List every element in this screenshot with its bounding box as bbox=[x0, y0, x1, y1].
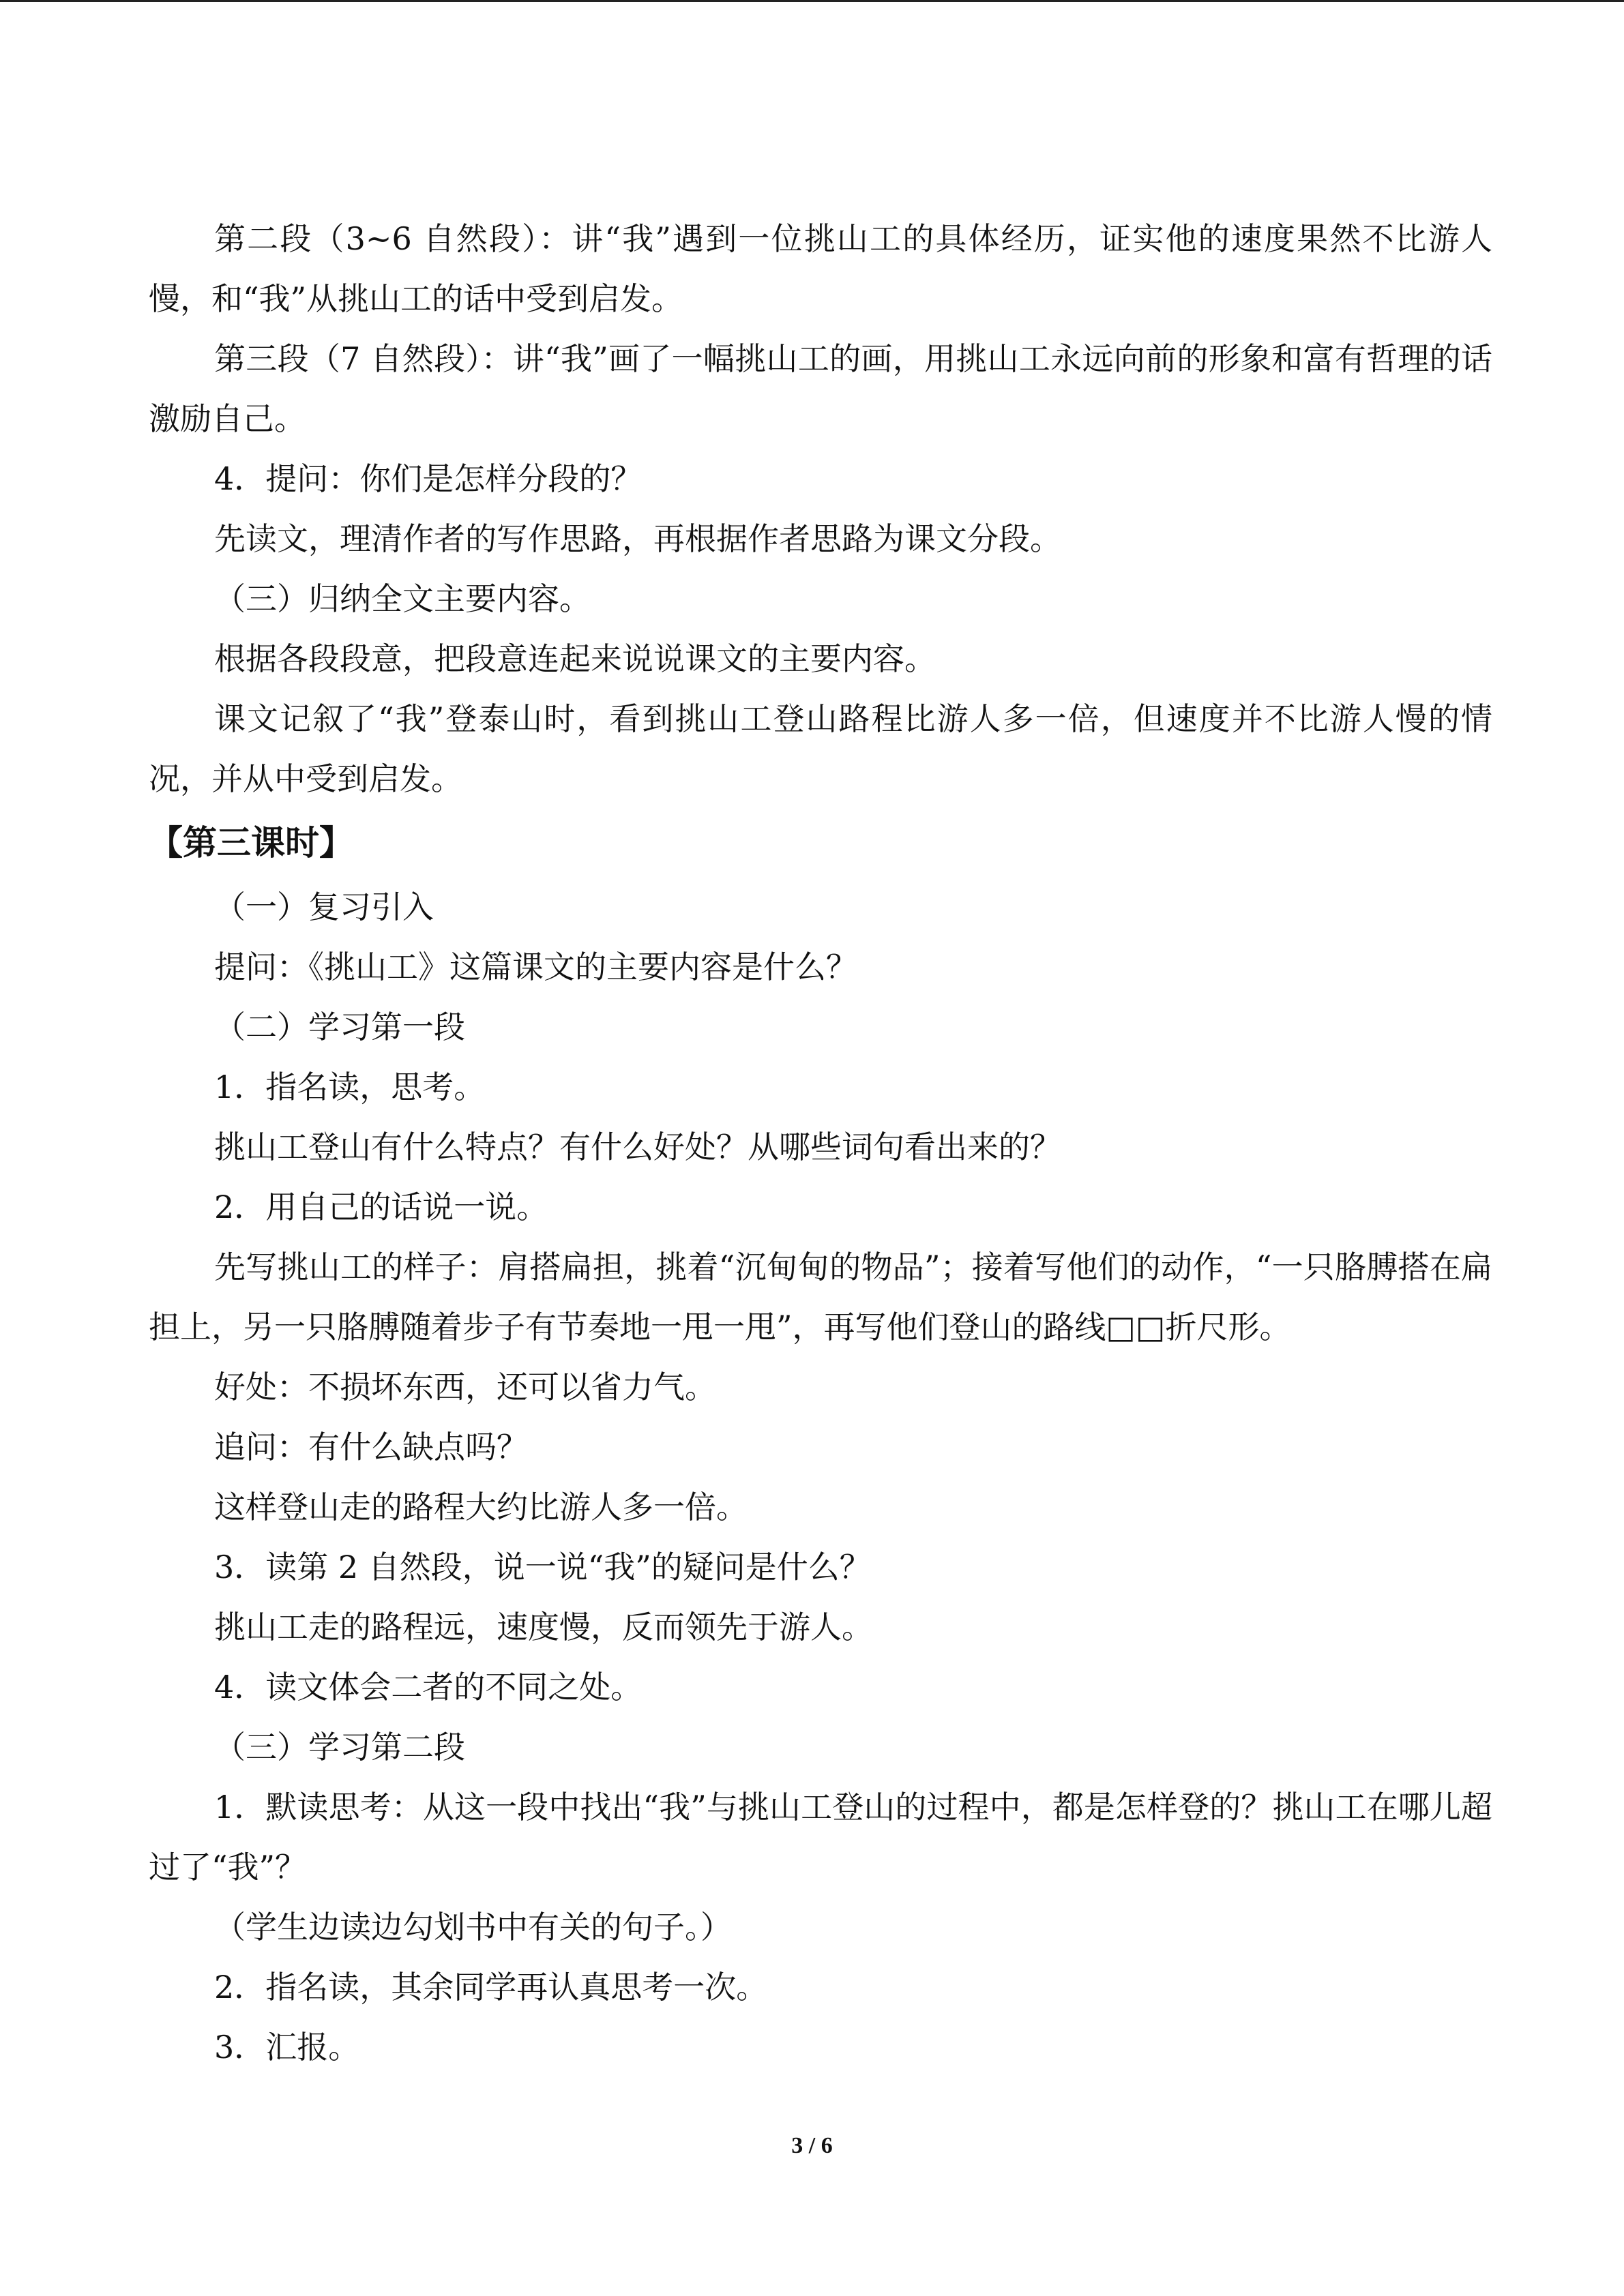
paragraph-porter-description: 先写挑山工的样子：肩搭扁担，挑着“沉甸甸的物品”；接着写他们的动作，“一只胳膊搭在扁担上，另一只胳膊随着步子有节奏地一甩一甩”，再写他们登山的路线□□折尺形。 bbox=[149, 1249, 1492, 1345]
paragraph-study-part-two: （三）学习第二段 bbox=[214, 1729, 465, 1765]
paragraph-review-intro: （一）复习引入 bbox=[214, 889, 434, 925]
paragraph-distance: 这样登山走的路程大约比游人多一倍。 bbox=[214, 1489, 748, 1525]
page-number: 3 / 6 bbox=[791, 2133, 833, 2158]
paragraph-main-content: 课文记叙了“我”登泰山时，看到挑山工登山路程比游人多一倍，但速度并不比游人慢的情况，并从中受到启发。 bbox=[149, 700, 1492, 797]
paragraph-read-first: 先读文，理清作者的写作思路，再根据作者思路为课文分段。 bbox=[214, 520, 1061, 557]
paragraph-silent-reading: 1．默读思考：从这一段中找出“我”与挑山工登山的过程中，都是怎样登的？挑山工在哪儿超过了“我”？ bbox=[149, 1789, 1492, 1885]
paragraph-study-part-one: （二）学习第一段 bbox=[214, 1009, 465, 1045]
paragraph-question-main: 提问：《挑山工》这篇课文的主要内容是什么？ bbox=[214, 949, 857, 985]
paragraph-item-1: 1．指名读，思考。 bbox=[214, 1069, 486, 1105]
paragraph-benefit: 好处：不损坏东西，还可以省力气。 bbox=[214, 1369, 716, 1405]
paragraph-section-three-summary: 第三段（7 自然段）：讲“我”画了一幅挑山工的画，用挑山工永远向前的形象和富有哲理的话激励自己。 bbox=[149, 340, 1492, 437]
paragraph-connect-meanings: 根据各段段意，把段意连起来说说课文的主要内容。 bbox=[214, 640, 936, 677]
paragraph-item-2b: 2．指名读，其余同学再认真思考一次。 bbox=[214, 1969, 768, 2006]
document-body bbox=[149, 209, 1492, 2077]
paragraph-students-mark: （学生边读边勾划书中有关的句子。） bbox=[214, 1909, 732, 1945]
paragraph-porter-ahead: 挑山工走的路程远，速度慢，反而领先于游人。 bbox=[214, 1609, 873, 1645]
paragraph-section-two-summary: 第二段（3~6 自然段）：讲“我”遇到一位挑山工的具体经历，证实他的速度果然不比游人慢，和“我”从挑山工的话中受到启发。 bbox=[149, 220, 1492, 317]
lesson-three-heading: 【第三课时】 bbox=[149, 823, 353, 863]
paragraph-item-3: 3．读第 2 自然段，说一说“我”的疑问是什么？ bbox=[214, 1549, 871, 1585]
paragraph-item-3b: 3．汇报。 bbox=[214, 2029, 360, 2066]
paragraph-summarize-heading: （三）归纳全文主要内容。 bbox=[214, 580, 591, 617]
paragraph-item-2: 2．用自己的话说一说。 bbox=[214, 1189, 548, 1225]
top-border-line bbox=[0, 0, 1624, 2]
paragraph-features-question: 挑山工登山有什么特点？有什么好处？从哪些词句看出来的？ bbox=[214, 1129, 1061, 1165]
paragraph-follow-up: 追问：有什么缺点吗？ bbox=[214, 1429, 528, 1465]
paragraph-question-4: 4．提问：你们是怎样分段的？ bbox=[214, 460, 643, 497]
paragraph-item-4: 4．读文体会二者的不同之处。 bbox=[214, 1669, 643, 1705]
